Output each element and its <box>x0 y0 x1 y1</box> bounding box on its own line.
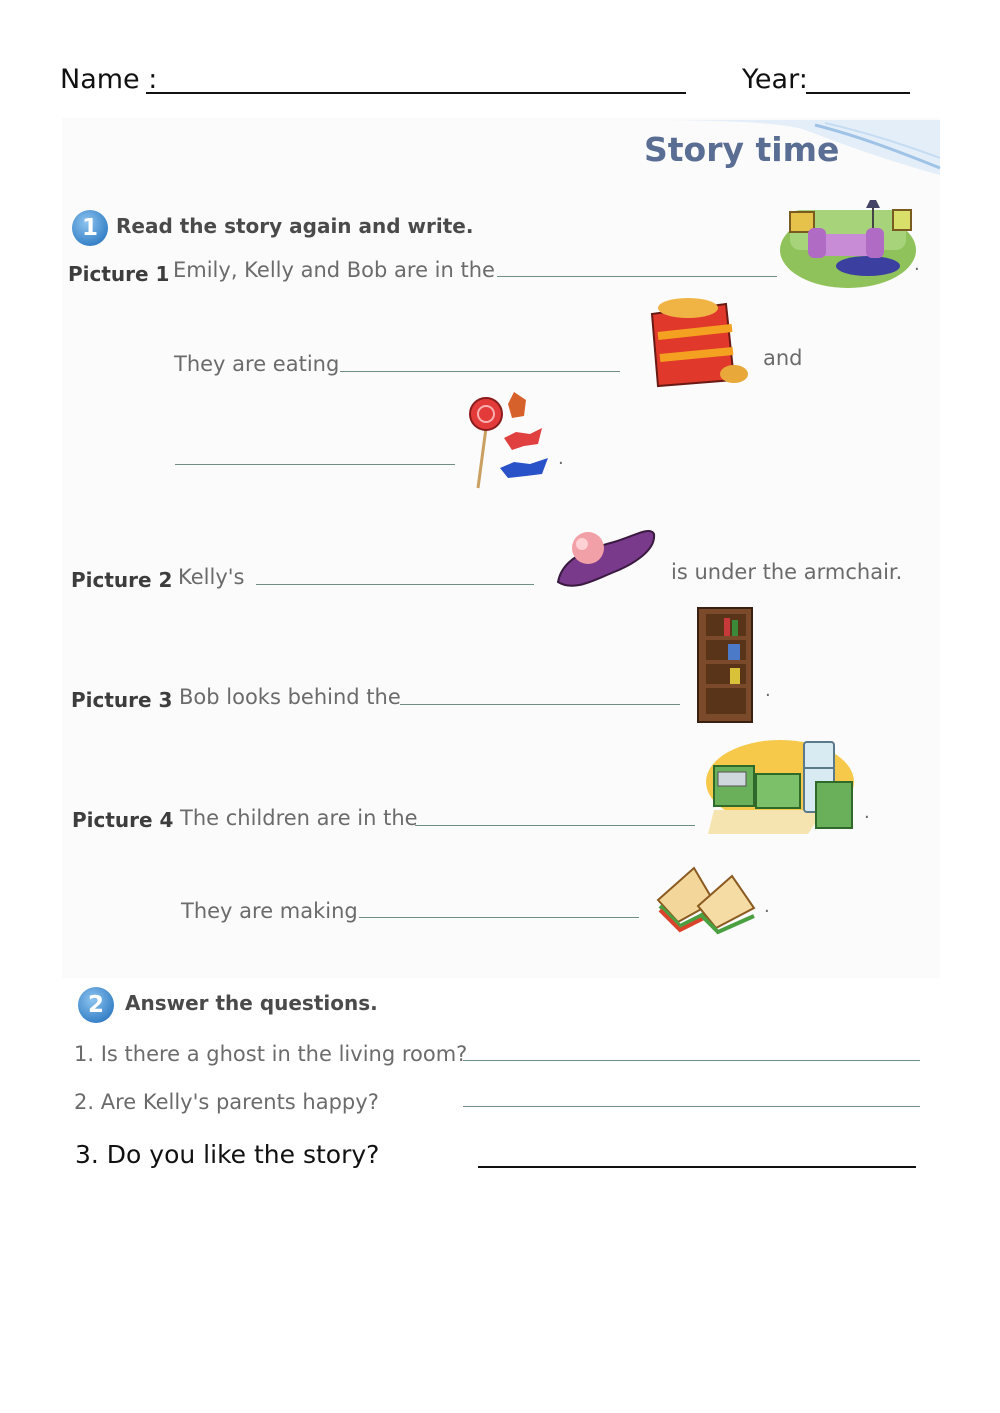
making-answer-line[interactable] <box>359 917 639 918</box>
picture-3-period: . <box>765 680 771 701</box>
year-field[interactable] <box>806 92 910 94</box>
eating-text: They are eating <box>174 352 340 376</box>
question-1-answer-line[interactable] <box>463 1060 920 1061</box>
picture-3-text: Bob looks behind the <box>179 685 401 709</box>
picture-4-text: The children are in the <box>180 806 418 830</box>
kitchen-icon <box>704 738 856 836</box>
picture-2-answer-line[interactable] <box>256 584 534 585</box>
picture-1-period: . <box>914 254 920 275</box>
making-period: . <box>764 896 770 917</box>
name-label: Name : <box>60 64 158 95</box>
picture-2-text: Kelly's <box>178 565 245 589</box>
and-text: and <box>763 346 803 370</box>
sweets-period: . <box>558 448 564 469</box>
picture-4-label: Picture 4 <box>72 808 174 832</box>
making-text: They are making <box>181 899 358 923</box>
slipper-icon <box>554 520 658 594</box>
eating-answer-line[interactable] <box>340 371 620 372</box>
section-2-badge: 2 <box>78 987 114 1023</box>
page-title: Story time <box>644 130 840 169</box>
picture-1-text: Emily, Kelly and Bob are in the <box>173 258 495 282</box>
question-1: 1. Is there a ghost in the living room? <box>74 1042 468 1066</box>
question-2-answer-line[interactable] <box>463 1106 920 1107</box>
question-2: 2. Are Kelly's parents happy? <box>74 1090 379 1114</box>
picture-2-label: Picture 2 <box>71 568 173 592</box>
sweets-icon <box>468 388 554 490</box>
picture-3-label: Picture 3 <box>71 688 173 712</box>
name-field[interactable] <box>146 92 686 94</box>
picture-4-answer-line[interactable] <box>415 825 695 826</box>
picture-4-period: . <box>864 802 870 823</box>
section-1-badge: 1 <box>72 210 108 246</box>
question-3: 3. Do you like the story? <box>75 1140 380 1169</box>
chips-icon <box>648 296 752 390</box>
question-3-answer-line[interactable] <box>478 1166 916 1168</box>
picture-1-label: Picture 1 <box>68 262 170 286</box>
section-1-instruction: Read the story again and write. <box>116 214 474 238</box>
picture-2-after: is under the armchair. <box>671 560 903 584</box>
sweets-answer-line[interactable] <box>175 464 455 465</box>
bookcase-icon <box>694 604 756 724</box>
picture-1-answer-line[interactable] <box>497 276 777 277</box>
living-room-icon <box>778 200 918 288</box>
year-label: Year: <box>742 64 808 95</box>
section-2-instruction: Answer the questions. <box>125 991 378 1015</box>
sandwiches-icon <box>654 862 760 936</box>
picture-3-answer-line[interactable] <box>400 704 680 705</box>
